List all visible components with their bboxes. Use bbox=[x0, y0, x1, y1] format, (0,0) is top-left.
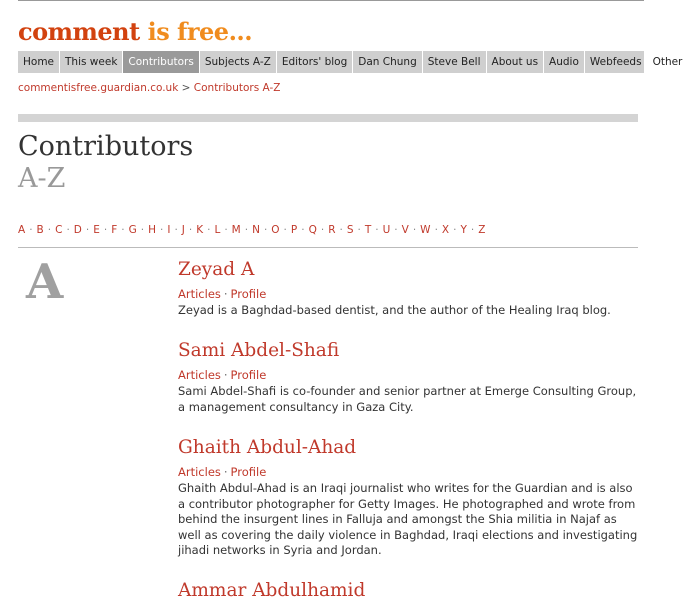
contributor-description: Sami Abdel-Shafi is co-founder and senior partner at Emerge Consulting Group, a management consultancy in Gaza City. bbox=[178, 384, 637, 414]
letter-separator: · bbox=[47, 224, 52, 236]
letter-separator: · bbox=[174, 224, 178, 236]
letter-link-o[interactable]: O bbox=[271, 224, 280, 236]
letter-link-e[interactable]: E bbox=[93, 224, 100, 236]
letter-link-v[interactable]: V bbox=[401, 224, 409, 236]
logo-is-free: is free... bbox=[139, 17, 253, 46]
contributor-entry bbox=[178, 580, 638, 602]
letter-separator: · bbox=[29, 224, 33, 236]
breadcrumb-separator: > bbox=[178, 82, 194, 94]
index-divider bbox=[18, 247, 638, 248]
letter-separator: · bbox=[140, 224, 145, 236]
letter-link-d[interactable]: D bbox=[73, 224, 82, 236]
nav-about-us[interactable]: About us bbox=[487, 51, 545, 73]
letter-separator: · bbox=[357, 224, 361, 236]
letter-separator: · bbox=[470, 224, 475, 236]
letter-link-n[interactable]: N bbox=[252, 224, 260, 236]
letter-link-t[interactable]: T bbox=[364, 224, 372, 236]
articles-link[interactable]: Articles bbox=[178, 465, 221, 479]
letter-separator: · bbox=[121, 224, 125, 236]
contributor-name-link[interactable]: Sami Abdel-Shafi bbox=[178, 340, 340, 361]
page-subtitle: A-Z bbox=[18, 163, 66, 194]
letter-separator: · bbox=[244, 224, 249, 236]
contributor-entry bbox=[178, 259, 638, 319]
letter-separator: · bbox=[453, 224, 457, 236]
page-title: Contributors bbox=[18, 131, 194, 162]
letter-separator: · bbox=[375, 224, 379, 236]
letter-separator: · bbox=[103, 224, 108, 236]
letter-link-p[interactable]: P bbox=[290, 224, 298, 236]
nav-audio[interactable]: Audio bbox=[544, 51, 585, 73]
articles-link[interactable]: Articles bbox=[178, 287, 221, 301]
letter-link-w[interactable]: W bbox=[420, 224, 431, 236]
nav-steve-bell[interactable]: Steve Bell bbox=[423, 51, 487, 73]
link-separator: · bbox=[223, 368, 228, 382]
letter-link-u[interactable]: U bbox=[382, 224, 391, 236]
breadcrumb-current-link[interactable]: Contributors A-Z bbox=[193, 82, 281, 94]
letter-separator: · bbox=[434, 224, 438, 236]
letter-separator: · bbox=[283, 224, 287, 236]
letter-link-c[interactable]: C bbox=[55, 224, 63, 236]
profile-link[interactable]: Profile bbox=[230, 368, 267, 382]
letter-link-h[interactable]: H bbox=[148, 224, 156, 236]
profile-link[interactable]: Profile bbox=[230, 287, 267, 301]
letter-link-z[interactable]: Z bbox=[478, 224, 486, 236]
letter-separator: · bbox=[339, 224, 343, 236]
breadcrumb-site-link[interactable]: commentisfree.guardian.co.uk bbox=[18, 82, 179, 94]
link-separator: · bbox=[223, 287, 228, 301]
nav-editors-blog[interactable]: Editors' blog bbox=[277, 51, 353, 73]
letter-separator: · bbox=[263, 224, 268, 236]
letter-link-j[interactable]: J bbox=[181, 224, 185, 236]
letter-link-f[interactable]: F bbox=[111, 224, 118, 236]
letter-link-b[interactable]: B bbox=[36, 224, 44, 236]
section-letter: A bbox=[26, 254, 64, 310]
logo-comment: comment bbox=[18, 17, 140, 46]
letter-link-x[interactable]: X bbox=[441, 224, 450, 236]
nav-webfeeds[interactable]: Webfeeds bbox=[585, 51, 648, 73]
site-logo[interactable] bbox=[18, 17, 252, 46]
letter-separator: · bbox=[412, 224, 417, 236]
letter-separator: · bbox=[66, 224, 70, 236]
profile-link[interactable]: Profile bbox=[230, 465, 267, 479]
articles-link[interactable]: Articles bbox=[178, 368, 221, 382]
letter-link-g[interactable]: G bbox=[128, 224, 137, 236]
nav-contributors[interactable]: Contributors bbox=[123, 51, 199, 73]
letter-link-k[interactable]: K bbox=[196, 224, 204, 236]
letter-separator: · bbox=[207, 224, 211, 236]
letter-separator: · bbox=[224, 224, 228, 236]
contributor-entry bbox=[178, 437, 638, 559]
link-separator: · bbox=[223, 465, 228, 479]
letter-index bbox=[18, 224, 485, 236]
contributor-description: Zeyad is a Baghdad-based dentist, and the author of the Healing Iraq blog. bbox=[178, 303, 611, 317]
letter-separator: · bbox=[394, 224, 398, 236]
letter-link-a[interactable]: A bbox=[18, 224, 26, 236]
letter-link-m[interactable]: M bbox=[231, 224, 241, 236]
contributor-description: Ghaith Abdul-Ahad is an Iraqi journalist who writes for the Guardian and is also a contributor photographer for Getty Images. He photographed and wrote from behind the insurgent lines in Falluja and amongst the Shia militia in Najaf as well as covering the daily violence in Baghdad, Iraqi elections and investigating jihadi networks in Syria and Jordan. bbox=[178, 481, 638, 557]
letter-link-s[interactable]: S bbox=[346, 224, 354, 236]
letter-separator: · bbox=[301, 224, 305, 236]
letter-separator: · bbox=[159, 224, 164, 236]
nav-this-week[interactable]: This week bbox=[60, 51, 123, 73]
nav-subjects-a-z[interactable]: Subjects A-Z bbox=[200, 51, 277, 73]
nav-other[interactable]: Other bbox=[648, 51, 688, 73]
header-divider-bar bbox=[18, 114, 638, 122]
letter-separator: · bbox=[188, 224, 193, 236]
contributor-name-link[interactable]: Ammar Abdulhamid bbox=[178, 580, 366, 601]
contributor-name-link[interactable]: Zeyad A bbox=[178, 259, 255, 280]
contributor-entry bbox=[178, 340, 638, 415]
letter-separator: · bbox=[320, 224, 325, 236]
contributor-name-link[interactable]: Ghaith Abdul-Ahad bbox=[178, 437, 357, 458]
top-rule bbox=[18, 0, 644, 1]
letter-link-l[interactable]: L bbox=[214, 224, 221, 236]
letter-separator: · bbox=[85, 224, 90, 236]
letter-link-i[interactable]: I bbox=[167, 224, 171, 236]
main-nav bbox=[18, 51, 683, 73]
letter-link-r[interactable]: R bbox=[328, 224, 336, 236]
letter-link-y[interactable]: Y bbox=[460, 224, 467, 236]
breadcrumb bbox=[18, 82, 280, 94]
nav-dan-chung[interactable]: Dan Chung bbox=[353, 51, 422, 73]
nav-home[interactable]: Home bbox=[18, 51, 60, 73]
letter-link-q[interactable]: Q bbox=[308, 224, 317, 236]
